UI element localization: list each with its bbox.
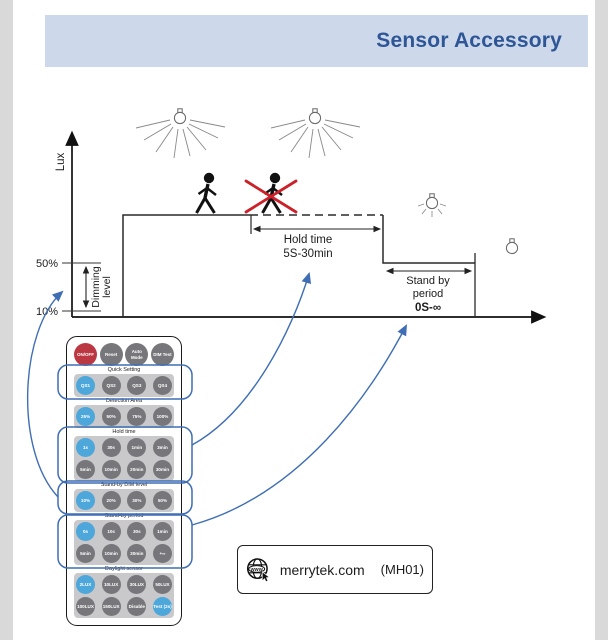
on-off-button[interactable]: ON/OFF [74, 343, 97, 366]
header-banner [45, 15, 588, 67]
period-1min-button[interactable]: 1min [153, 522, 172, 541]
section-title-detection-area: Detection Area [105, 398, 143, 404]
bulb-on-icon-2 [271, 109, 360, 158]
tick-50-label: 50% [35, 258, 58, 270]
person-walking-icon [197, 173, 217, 213]
period-10min-button[interactable]: 10min [102, 544, 121, 563]
qs1-button[interactable]: QS1 [76, 376, 95, 395]
dimming-label-line2: level [101, 276, 113, 298]
brand-box [237, 545, 433, 594]
detection-100-button[interactable]: 100% [153, 407, 172, 426]
section-title-standby-period: Stand-by period [104, 513, 144, 519]
dim-50-button[interactable]: 50% [153, 491, 172, 510]
arrow-holdtime-to-label [192, 274, 309, 445]
red-x-mark [246, 181, 296, 212]
lux-test-button[interactable]: Test (2s) [153, 597, 172, 616]
remote-power-row [74, 343, 174, 366]
page-title: Sensor Accessory [376, 29, 562, 52]
qs4-button[interactable]: QS4 [153, 376, 172, 395]
detection-area-band [74, 405, 174, 428]
section-title-standby-dim: Stand-by DIM level [100, 482, 148, 488]
standby-dim-band [74, 489, 174, 512]
hold-30min-button[interactable]: 30min [153, 460, 172, 479]
quick-setting-band [74, 374, 174, 397]
website-text: merrytek.com [279, 561, 365, 578]
hold-time-label-line1: Hold time [283, 234, 333, 246]
dimming-label-line1: Dimming [90, 266, 102, 308]
hold-time-band [74, 436, 174, 481]
standby-label-line3: 0S-∞ [414, 302, 442, 314]
hold-30s-button[interactable]: 30s [102, 438, 121, 457]
hold-3min-button[interactable]: 3min [153, 438, 172, 457]
page-right-margin [595, 0, 608, 640]
auto-mode-button[interactable]: Auto Mode [125, 343, 148, 366]
lux-100-button[interactable]: 100LUX [76, 597, 95, 616]
section-title-daylight-sensor: Daylight sensor [105, 566, 143, 572]
bulb-off-icon [506, 239, 517, 254]
arrow-standby-dim-to-axis [28, 292, 62, 497]
person-left-icon [263, 173, 283, 213]
lux-30-button[interactable]: 30LUX [127, 575, 146, 594]
hold-5min-button[interactable]: 5min [76, 460, 95, 479]
dim-test-button[interactable]: DIM Test [151, 343, 174, 366]
period-10s-button[interactable]: 10s [102, 522, 121, 541]
hold-20min-button[interactable]: 20min [127, 460, 146, 479]
lux-50-button[interactable]: 50LUX [153, 575, 172, 594]
section-title-quick-setting: Quick Setting [107, 367, 141, 373]
lux-disable-button[interactable]: Disable [127, 597, 146, 616]
globe-www-icon [246, 551, 271, 589]
qs3-button[interactable]: QS3 [127, 376, 146, 395]
waveform-on [123, 215, 250, 317]
period-5min-button[interactable]: 5min [76, 544, 95, 563]
period-30s-button[interactable]: 30s [127, 522, 146, 541]
hold-1s-button[interactable]: 1s [76, 438, 95, 457]
hold-1min-button[interactable]: 1min [127, 438, 146, 457]
page-left-margin [0, 0, 13, 640]
detection-75-button[interactable]: 75% [127, 407, 146, 426]
model-text: (MH01) [380, 562, 424, 577]
dim-10-button[interactable]: 10% [76, 491, 95, 510]
daylight-sensor-band [74, 573, 174, 618]
waveform-drop-to-standby [383, 215, 475, 263]
standby-period-band [74, 520, 174, 565]
tick-10-label: 10% [35, 306, 58, 318]
remote-control [66, 336, 182, 626]
standby-label-line2: period [412, 288, 444, 300]
lux-10-button[interactable]: 10LUX [102, 575, 121, 594]
dim-20-button[interactable]: 20% [102, 491, 121, 510]
period-30min-button[interactable]: 30min [127, 544, 146, 563]
period-0s-button[interactable]: 0s [76, 522, 95, 541]
qs2-button[interactable]: QS2 [102, 376, 121, 395]
hold-10min-button[interactable]: 10min [102, 460, 121, 479]
lux-2-button[interactable]: 2LUX [76, 575, 95, 594]
arrow-standbyperiod-to-label [192, 326, 406, 525]
y-axis-label: Lux [55, 152, 67, 172]
hold-time-label-line2: 5S-30min [283, 248, 333, 260]
period-infinite-button[interactable]: +∞ [153, 544, 172, 563]
detection-25-button[interactable]: 25% [76, 407, 95, 426]
reset-button[interactable]: Reset [100, 343, 123, 366]
svg-text:www: www [250, 566, 263, 573]
bulb-on-icon-1 [136, 109, 225, 158]
section-title-hold-time: Hold time [112, 429, 136, 435]
lux-150-button[interactable]: 150LUX [102, 597, 121, 616]
bulb-dim-icon [418, 194, 446, 217]
detection-50-button[interactable]: 50% [102, 407, 121, 426]
standby-label-line1: Stand by [406, 275, 450, 287]
dim-30-button[interactable]: 30% [127, 491, 146, 510]
